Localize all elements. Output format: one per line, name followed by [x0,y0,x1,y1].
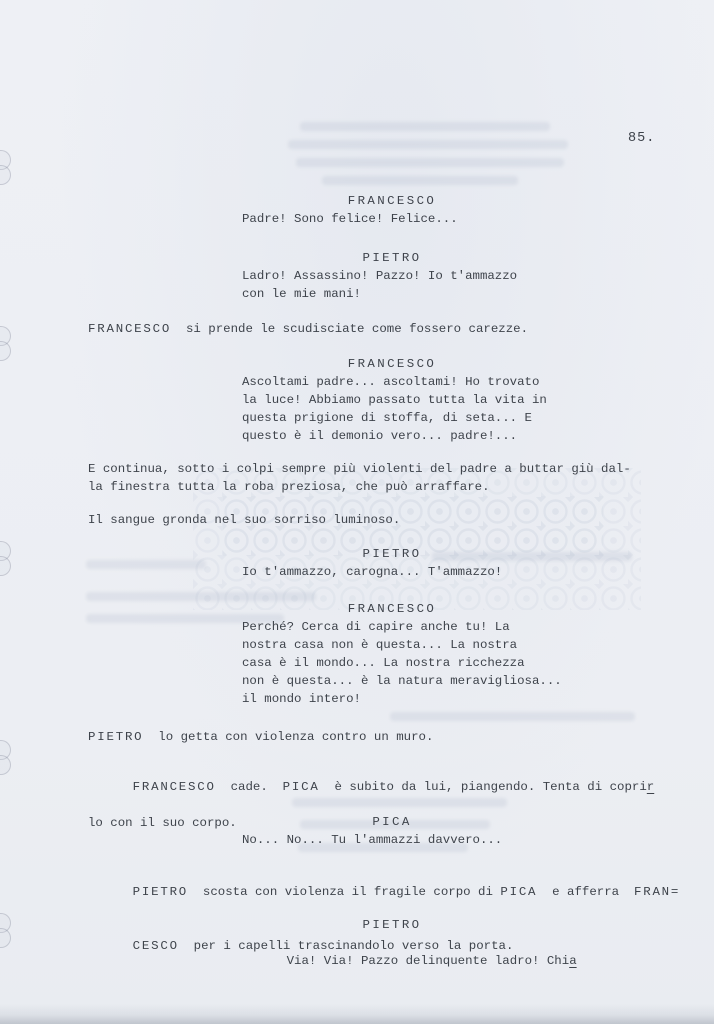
action-text: scosta con violenza il fragile corpo di [188,885,501,899]
dialogue-block [242,192,542,228]
dialogue-block [242,916,577,988]
action-line [88,320,663,338]
dialogue-line: questo è il demonio vero... padre!... [242,429,518,443]
dialogue-block [242,355,547,445]
character-name: FRANCESCO [347,602,437,616]
dialogue-line: Ladro! Assassino! Pazzo! Io t'ammazzo [242,269,518,283]
action-text: Il sangue gronda nel suo sorriso luminoso. [88,513,401,527]
character-name: FRANCESCO [347,357,437,371]
dialogue-line: Io t'ammazzo, carogna... T'ammazzo! [242,565,503,579]
dialogue-line: il mondo intero! [242,692,361,706]
dialogue-line: casa è il mondo... La nostra ricchezza [242,656,525,670]
binder-hole-mark [0,326,13,362]
action-line [88,460,663,496]
action-text: per i capelli trascinandolo verso la porta. [178,939,514,953]
dialogue-line: non è questa... è la natura meravigliosa... [242,674,562,688]
dialogue-line: con le mie mani! [242,287,361,301]
character-name: FRANCESCO [347,194,437,208]
dialogue-line: la luce! Abbiamo passato tutta la vita in [242,393,547,407]
dialogue-line: questa prigione di stoffa, di seta... E [242,411,532,425]
bleed-through-text [390,712,635,721]
action-text: cade. [215,780,283,794]
dialogue-line: No... No... Tu l'ammazzi davvero... [242,833,503,847]
hyphenation-underlined-letter: r [646,780,655,794]
bleed-through-text [300,122,550,131]
character-name: PIETRO [362,251,422,265]
action-line [88,728,663,746]
binder-hole-mark [0,541,13,577]
binder-hole-mark [0,740,13,776]
dialogue-block [242,545,542,581]
character-name-inline: CESCO [132,939,179,953]
dialogue-block [242,813,542,849]
character-name-inline: PIETRO [88,730,144,744]
character-name-inline: FRAN= [633,885,681,899]
binder-hole-mark [0,913,13,949]
action-text: si prende le scudisciate come fossero carezze. [171,322,529,336]
dialogue-line: Perché? Cerca di capire anche tu! La [242,620,510,634]
action-text: E continua, sotto i colpi sempre più violenti del padre a buttar giù dal- [88,462,631,476]
dialogue-line: nostra casa non è questa... La nostra [242,638,518,652]
action-text: è subito da lui, piangendo. Tenta di copri [319,780,647,794]
action-text: e afferra [537,885,634,899]
character-name-inline: FRANCESCO [132,780,216,794]
bleed-through-text [296,158,564,167]
dialogue-line: Ascoltami padre... ascoltami! Ho trovato [242,375,540,389]
action-text: lo con il suo corpo. [88,816,237,830]
character-name-inline: FRANCESCO [88,322,172,336]
bleed-through-text [86,560,206,569]
action-text: la finestra tutta la roba preziosa, che può arraffare. [88,480,490,494]
action-text: lo getta con violenza contro un muro. [143,730,434,744]
bleed-through-text [288,140,568,149]
hyphenation-underlined-letter: a [569,954,577,968]
action-line [88,511,663,529]
dialogue-block [242,249,542,303]
character-name-inline: PIETRO [132,885,189,899]
dialogue-line: Via! Via! Pazzo delinquente ladro! Chi [286,954,570,968]
character-name: PIETRO [362,918,422,932]
dialogue-line: Padre! Sono felice! Felice... [242,212,458,226]
bleed-through-text [322,176,518,185]
page-number: 85. [628,131,656,146]
character-name-inline: PICA [500,885,538,899]
character-name: PICA [372,815,412,829]
dialogue-block [242,600,562,708]
character-name-inline: PICA [282,780,320,794]
character-name: PIETRO [362,547,422,561]
binder-hole-mark [0,150,13,186]
